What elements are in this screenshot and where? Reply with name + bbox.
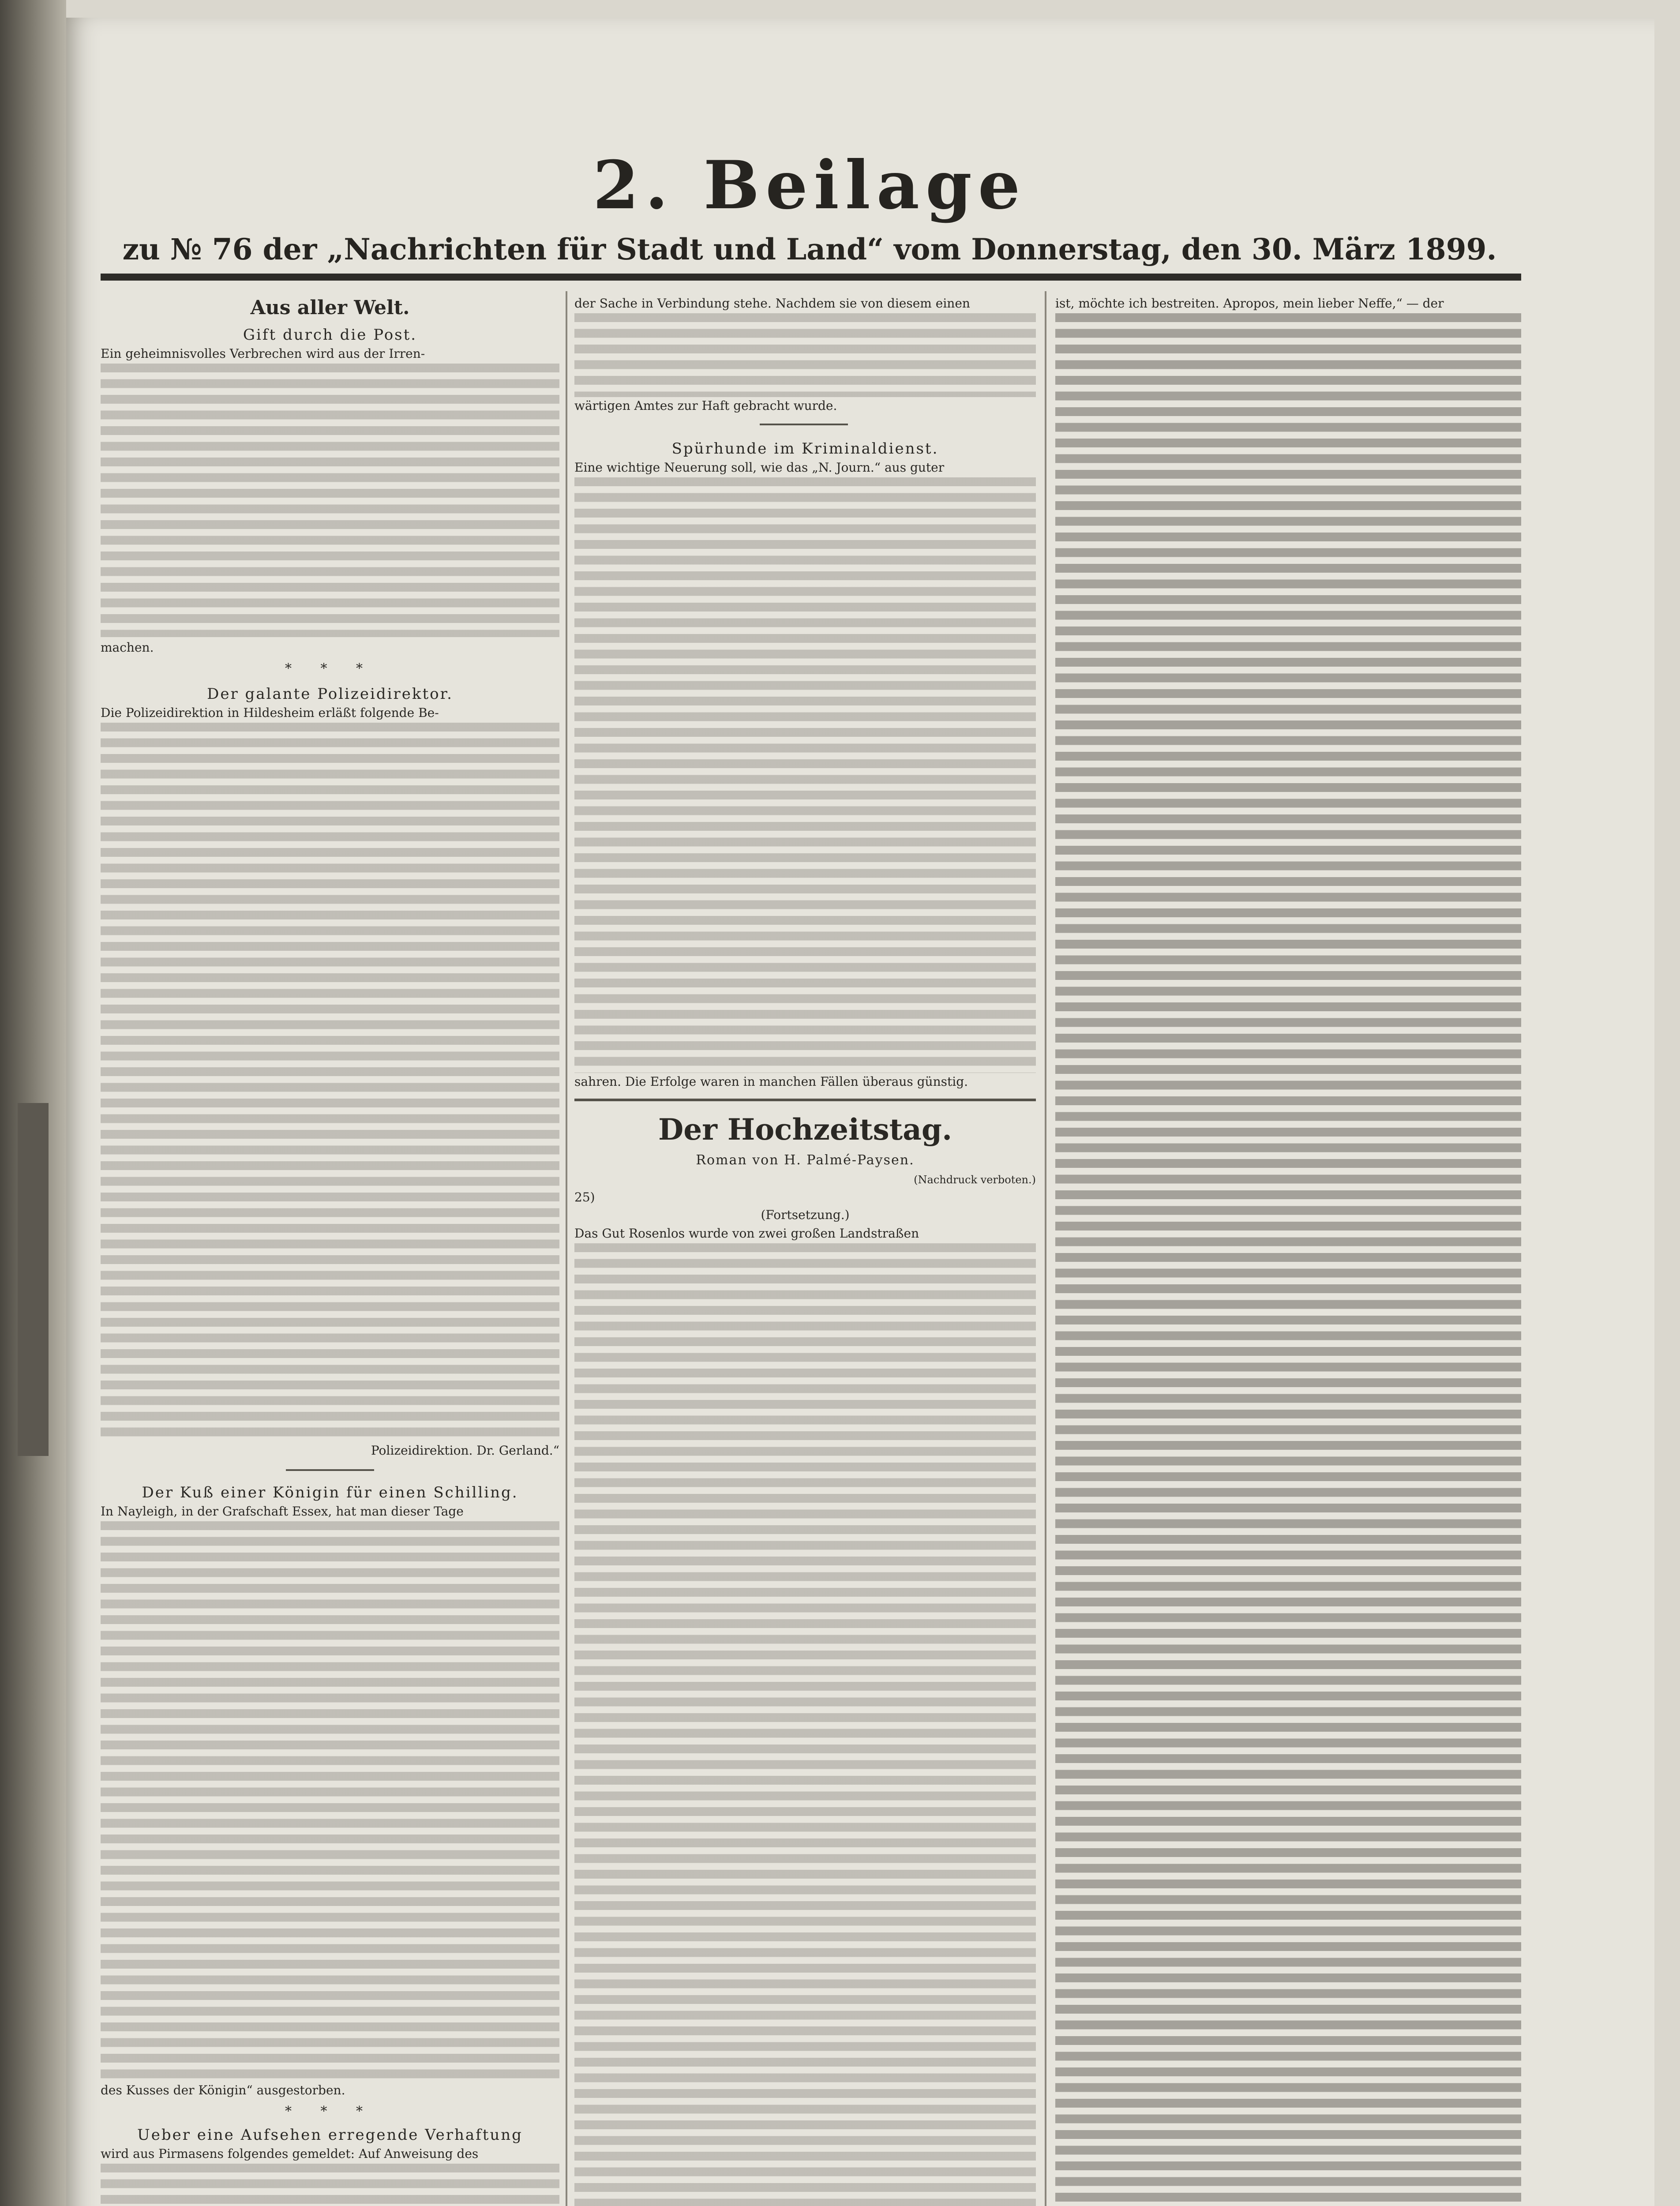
novel-continued-body (1055, 313, 1521, 2206)
issue-line: zu № 76 der „Nachrichten für Stadt und Land“ vom Donnerstag, den 30. März 1899. (122, 232, 1497, 266)
masthead-rule (101, 274, 1521, 281)
article-first-line: Ein geheimnisvolles Verbrechen wird aus der Irren- (101, 346, 425, 361)
installment-number: 25) (574, 1190, 595, 1204)
novel-title: Der Hochzeitstag. (658, 1112, 952, 1147)
article-heading-gift: Gift durch die Post. (243, 326, 417, 344)
article-signature: Polizeidirektion. Dr. Gerland.“ (371, 1443, 559, 1458)
article-rule (760, 424, 848, 425)
article-body-verhaftung (101, 2164, 559, 2206)
article-heading-verhaftung: Ueber eine Aufsehen erregende Verhaftung (137, 2126, 523, 2144)
article-heading-spuerhunde: Spürhunde im Kriminaldienst. (671, 440, 939, 458)
continuation-note: (Fortsetzung.) (761, 1208, 850, 1222)
article-body-polizei (101, 723, 559, 1442)
section-separator: * * * (285, 661, 375, 676)
novel-first-line: Das Gut Rosenlos wurde von zwei großen Landstraßen (574, 1226, 919, 1241)
binding-edge (0, 0, 66, 2206)
novel-byline: Roman von H. Palmé-Paysen. (696, 1152, 915, 1168)
article-last-line: machen. (101, 640, 154, 655)
article-heading-kuss: Der Kuß einer Königin für einen Schilling. (142, 1484, 518, 1501)
column-rule-1 (566, 291, 567, 2206)
novel-continued-first-line: ist, möchte ich bestreiten. Apropos, mein lieber Neffe,“ — der (1055, 296, 1444, 311)
continued-last-line: wärtigen Amtes zur Haft gebracht wurde. (574, 398, 837, 413)
article-last-line: des Kusses der Königin“ ausgestorben. (101, 2083, 345, 2097)
article-first-line: Die Polizeidirektion in Hildesheim erläßt folgende Be- (101, 705, 439, 720)
article-first-line: Eine wichtige Neuerung soll, wie das „N. Journ.“ aus guter (574, 460, 945, 475)
column-2 (574, 291, 1036, 2206)
binding-tag (18, 1103, 49, 1456)
column-1 (101, 291, 559, 2206)
article-first-line: wird aus Pirmasens folgendes gemeldet: Auf Anweisung des (101, 2146, 479, 2161)
reprint-note: (Nachdruck verboten.) (914, 1174, 1036, 1186)
novel-body (574, 1243, 1036, 2206)
section-separator: * * * (285, 2104, 375, 2119)
continued-first-line: der Sache in Verbindung stehe. Nachdem sie von diesem einen (574, 296, 970, 311)
feuilleton-rule (574, 1099, 1036, 1101)
article-last-line: sahren. Die Erfolge waren in manchen Fällen überaus günstig. (574, 1074, 968, 1089)
article-first-line: In Nayleigh, in der Grafschaft Essex, hat man dieser Tage (101, 1504, 464, 1519)
article-body-spuerhunde (574, 477, 1036, 1073)
column-rule-2 (1045, 291, 1046, 2206)
section-title: Aus aller Welt. (250, 296, 410, 319)
masthead (97, 146, 1522, 278)
article-heading-polizei: Der galante Polizeidirektor. (207, 685, 453, 703)
article-rule (286, 1469, 374, 1471)
continued-body (574, 313, 1036, 397)
article-body-gift (101, 364, 559, 637)
page-title: 2. Beilage (592, 146, 1027, 224)
article-body-kuss (101, 1521, 559, 2082)
